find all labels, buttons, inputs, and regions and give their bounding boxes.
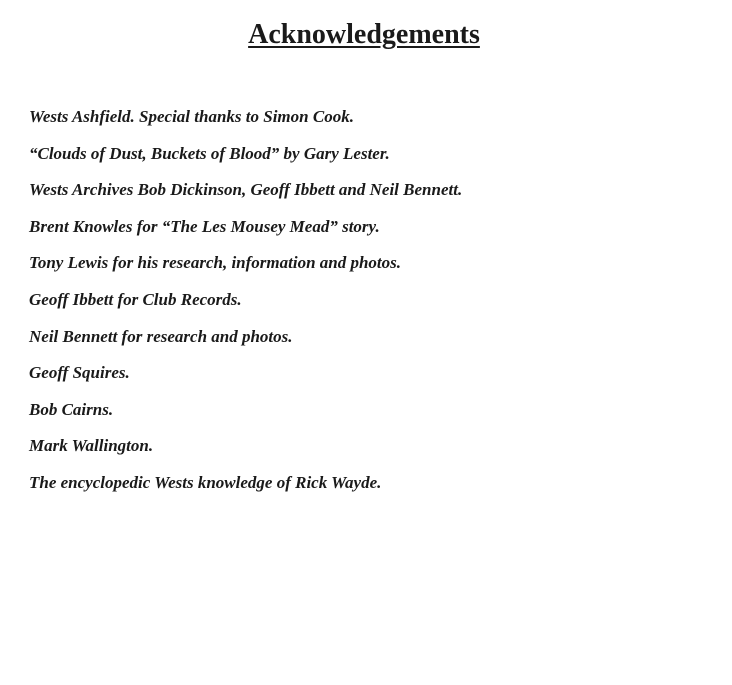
acknowledgement-item: The encyclopedic Wests knowledge of Rick Wayde. [29,472,382,492]
acknowledgement-item: Wests Ashfield. Special thanks to Simon Cook. [29,107,354,126]
acknowledgement-item: Geoff Ibbett for Club Records. [29,289,242,309]
acknowledgement-item: Neil Bennett for research and photos. [29,326,293,346]
acknowledgement-item: Brent Knowles for “The Les Mousey Mead” story. [29,216,380,236]
acknowledgements-list [29,105,462,508]
acknowledgement-item: Mark Wallington. [29,436,154,456]
acknowledgement-item: Tony Lewis for his research, information and photos. [29,253,402,273]
acknowledgement-item: Geoff Squires. [29,363,130,383]
acknowledgement-item: Wests Archives Bob Dickinson, Geoff Ibbett and Neil Bennett. [29,180,463,200]
acknowledgement-item: Bob Cairns. [29,399,114,419]
acknowledgement-item: “Clouds of Dust, Buckets of Blood” by Gary Lester. [29,143,390,163]
page-title: Acknowledgements [248,19,480,50]
